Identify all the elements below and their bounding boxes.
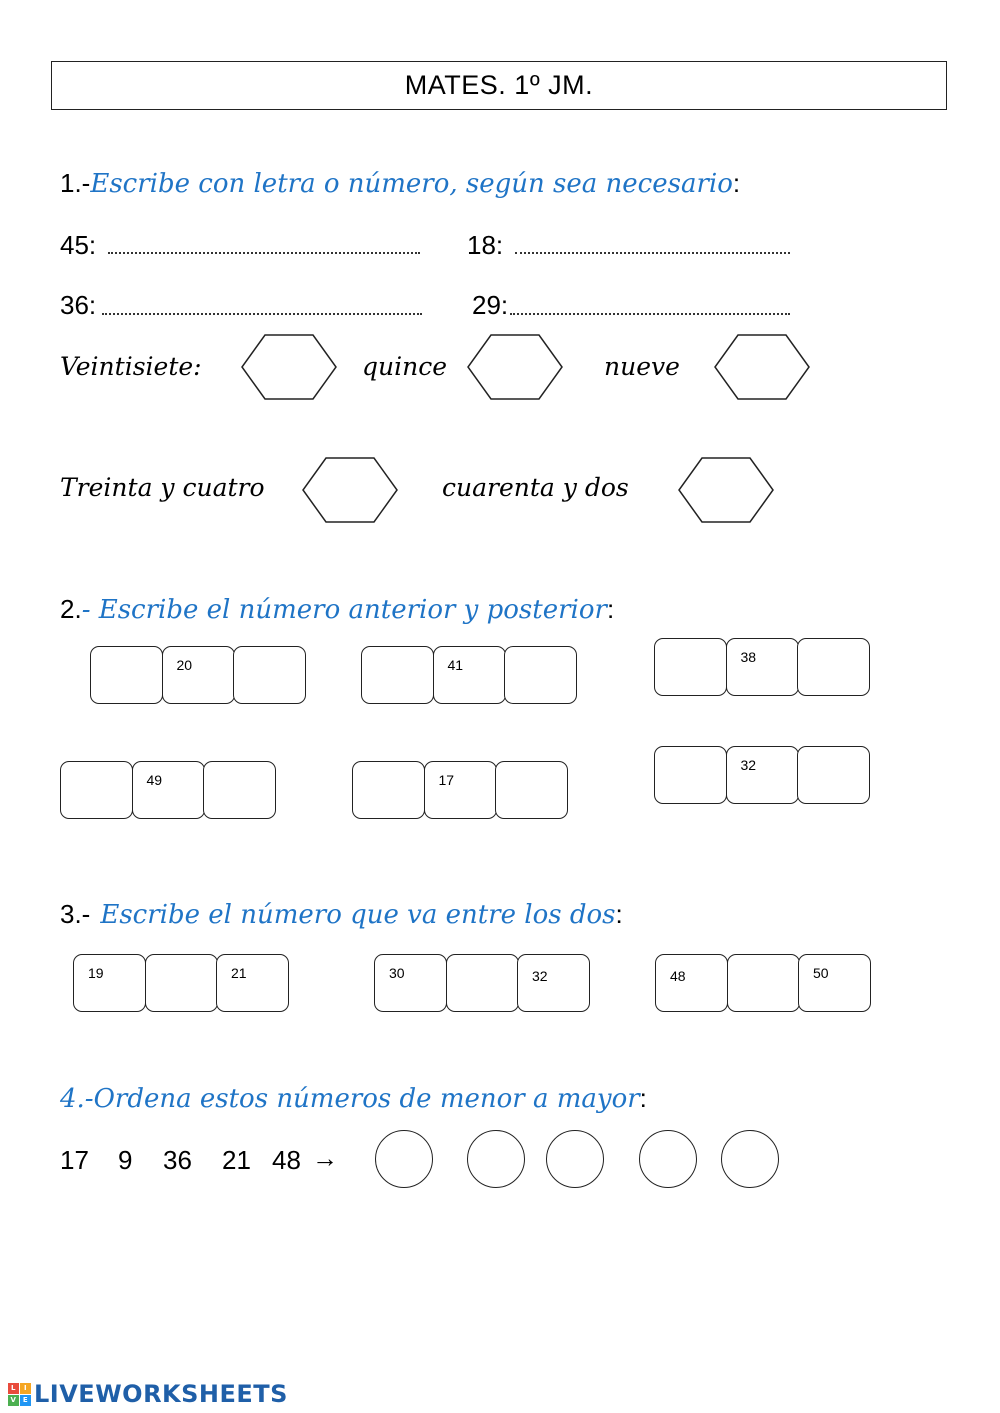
order-number-36: 36: [163, 1145, 192, 1175]
logo-icon: [8, 1383, 31, 1406]
answer-cell-after[interactable]: [797, 746, 870, 804]
section-4-colon: :: [639, 1083, 647, 1113]
answer-cell-between[interactable]: [446, 954, 519, 1012]
answer-cell-between[interactable]: [145, 954, 218, 1012]
logo-letter-v: V: [8, 1395, 19, 1406]
hexagon-answer-nueve[interactable]: [714, 334, 810, 400]
hexagon-answer-treinta-y-cuatro[interactable]: [302, 457, 398, 523]
liveworksheets-logo: [8, 1380, 288, 1408]
answer-cell-before[interactable]: [654, 638, 727, 696]
given-number-cell: 20: [162, 646, 235, 704]
section-3-colon: :: [615, 899, 623, 929]
section-3-number: 3.-: [60, 899, 91, 929]
order-answer-circle-3[interactable]: [546, 1130, 604, 1188]
hexagon-answer-cuarenta-y-dos[interactable]: [678, 457, 774, 523]
answer-cell-before[interactable]: [352, 761, 425, 819]
order-number-21: 21: [222, 1145, 251, 1175]
order-number-17: 17: [60, 1145, 89, 1175]
brand-name: LIVEWORKSHEETS: [34, 1380, 288, 1408]
answer-cell-before[interactable]: [60, 761, 133, 819]
answer-cell-after[interactable]: [233, 646, 306, 704]
sequence-group-49: [60, 761, 276, 819]
order-number-48: 48: [272, 1145, 301, 1175]
answer-line-29[interactable]: [510, 313, 790, 315]
answer-line-36[interactable]: [102, 313, 422, 315]
number-label-45: 45:: [60, 230, 97, 260]
answer-cell-before[interactable]: [654, 746, 727, 804]
word-veintisiete: Veintisiete:: [60, 352, 202, 381]
section-4-heading: [60, 1083, 647, 1114]
section-1-instruction: Escribe con letra o número, según sea necesario: [90, 169, 733, 199]
sequence-group-41: [361, 646, 577, 704]
section-2-instruction: - Escribe el número anterior y posterior: [81, 595, 607, 625]
answer-cell-between[interactable]: [727, 954, 800, 1012]
answer-cell-after[interactable]: [203, 761, 276, 819]
word-quince: quince: [362, 352, 447, 381]
section-1-heading: [60, 168, 740, 199]
sequence-group-32: [654, 746, 870, 804]
given-number-cell: 32: [517, 954, 590, 1012]
given-number-cell: 41: [433, 646, 506, 704]
order-answer-circle-2[interactable]: [467, 1130, 525, 1188]
logo-letter-i: I: [20, 1383, 31, 1394]
number-label-29: 29:: [472, 290, 509, 320]
sequence-group-20: [90, 646, 306, 704]
answer-cell-before[interactable]: [361, 646, 434, 704]
between-group-19-21: [73, 954, 289, 1012]
given-number-cell: 19: [73, 954, 146, 1012]
arrow-icon: →: [312, 1143, 338, 1173]
order-answer-circle-5[interactable]: [721, 1130, 779, 1188]
answer-line-18[interactable]: [515, 252, 790, 254]
given-number-cell: 32: [726, 746, 799, 804]
given-number-cell: 30: [374, 954, 447, 1012]
between-group-30-32: [374, 954, 590, 1012]
order-number-9: 9: [118, 1145, 133, 1175]
word-cuarenta-y-dos: cuarenta y dos: [442, 473, 629, 502]
section-1-number: 1.-: [60, 168, 91, 198]
sequence-group-38: [654, 638, 870, 696]
given-number-cell: 49: [132, 761, 205, 819]
hexagon-answer-veintisiete[interactable]: [241, 334, 337, 400]
section-3-instruction: Escribe el número que va entre los dos: [100, 900, 616, 930]
section-4-instruction: 4.-Ordena estos números de menor a mayor: [60, 1084, 640, 1114]
word-nueve: nueve: [604, 352, 680, 381]
sequence-group-17: [352, 761, 568, 819]
given-number-cell: 21: [216, 954, 289, 1012]
section-2-heading: [60, 594, 614, 625]
section-3-heading: [60, 899, 623, 930]
between-group-48-50: [655, 954, 871, 1012]
hexagon-answer-quince[interactable]: [467, 334, 563, 400]
answer-cell-after[interactable]: [504, 646, 577, 704]
given-number-cell: 48: [655, 954, 728, 1012]
section-1-colon: :: [732, 168, 741, 198]
given-number-cell: 50: [798, 954, 871, 1012]
given-number-cell: 38: [726, 638, 799, 696]
word-treinta-y-cuatro: Treinta y cuatro: [60, 473, 265, 502]
logo-letter-e: E: [20, 1395, 31, 1406]
number-label-18: 18:: [467, 230, 504, 260]
section-2-colon: :: [606, 594, 615, 624]
answer-line-45[interactable]: [108, 252, 420, 254]
logo-letter-l: L: [8, 1383, 19, 1394]
order-answer-circle-1[interactable]: [375, 1130, 433, 1188]
section-2-number: 2.: [60, 594, 82, 624]
answer-cell-before[interactable]: [90, 646, 163, 704]
worksheet-title: MATES. 1º JM.: [51, 61, 947, 110]
number-label-36: 36:: [60, 290, 97, 320]
answer-cell-after[interactable]: [797, 638, 870, 696]
given-number-cell: 17: [424, 761, 497, 819]
answer-cell-after[interactable]: [495, 761, 568, 819]
order-answer-circle-4[interactable]: [639, 1130, 697, 1188]
